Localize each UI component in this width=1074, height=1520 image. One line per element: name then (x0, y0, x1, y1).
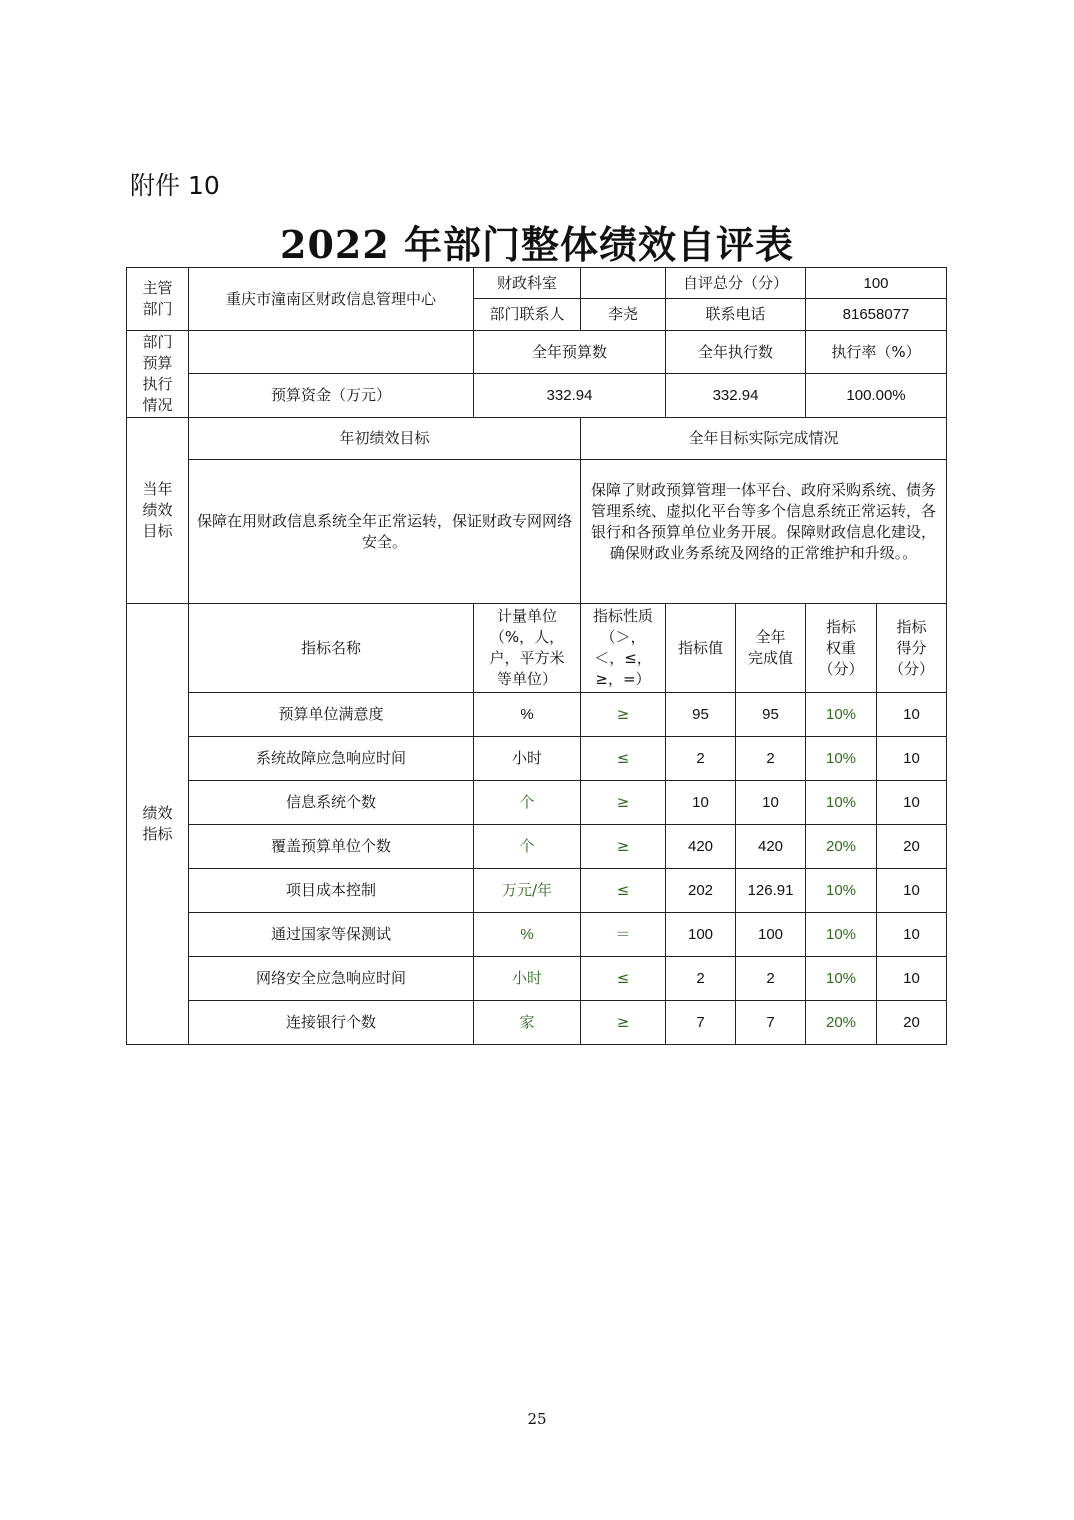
col-weight: 指标 权重 （分） (806, 604, 877, 693)
indicator-value: 7 (666, 1001, 736, 1045)
indicator-completed: 2 (736, 737, 806, 781)
indicator-unit: 个 (474, 825, 581, 869)
col-score: 指标 得分 （分） (877, 604, 947, 693)
score-label: 自评总分（分） (666, 268, 806, 299)
indicator-score: 10 (877, 869, 947, 913)
indicator-unit: 小时 (474, 737, 581, 781)
budget-row-label: 预算资金（万元） (189, 374, 474, 418)
indicator-score: 10 (877, 781, 947, 825)
indicator-completed: 2 (736, 957, 806, 1001)
actual-goal-text: 保障了财政预算管理一体平台、政府采购系统、债务管理系统、虚拟化平台等多个信息系统正常运转，各银行和各预算单位业务开展。保障财政信息化建设，确保财政业务系统及网络的正常维护和升级。。 (581, 460, 947, 604)
indicator-unit: % (474, 913, 581, 957)
dept-name: 重庆市潼南区财政信息管理中心 (189, 268, 474, 331)
indicator-name: 系统故障应急响应时间 (189, 737, 474, 781)
indicator-value: 10 (666, 781, 736, 825)
page-number: 25 (527, 1410, 547, 1428)
indicator-completed: 420 (736, 825, 806, 869)
indicator-nature: ≥ (581, 693, 666, 737)
col-value: 指标值 (666, 604, 736, 693)
indicator-name: 通过国家等保测试 (189, 913, 474, 957)
indicator-completed: 7 (736, 1001, 806, 1045)
annual-exec-value: 332.94 (666, 374, 806, 418)
indicator-value: 202 (666, 869, 736, 913)
indicators-label: 绩效 指标 (127, 604, 189, 1045)
indicator-value: 420 (666, 825, 736, 869)
col-indicator-name: 指标名称 (189, 604, 474, 693)
indicator-completed: 95 (736, 693, 806, 737)
score-value: 100 (806, 268, 947, 299)
col-annual-budget: 全年预算数 (474, 331, 666, 374)
indicator-unit: 万元/年 (474, 869, 581, 913)
table-row (127, 869, 947, 913)
annual-budget-value: 332.94 (474, 374, 666, 418)
initial-goal-header: 年初绩效目标 (189, 418, 581, 460)
col-completed: 全年 完成值 (736, 604, 806, 693)
budget-label: 部门 预算 执行 情况 (127, 331, 189, 418)
performance-table (126, 267, 947, 1045)
indicator-value: 2 (666, 737, 736, 781)
indicator-name: 项目成本控制 (189, 869, 474, 913)
col-unit: 计量单位 （%，人， 户，平方米 等单位） (474, 604, 581, 693)
indicator-nature: ≤ (581, 869, 666, 913)
goals-label: 当年 绩效 目标 (127, 418, 189, 604)
phone-value: 81658077 (806, 299, 947, 331)
indicator-nature: ≥ (581, 1001, 666, 1045)
indicator-weight: 10% (806, 737, 877, 781)
indicator-value: 100 (666, 913, 736, 957)
indicator-score: 10 (877, 737, 947, 781)
indicator-nature: ≥ (581, 781, 666, 825)
indicator-name: 网络安全应急响应时间 (189, 957, 474, 1001)
indicator-completed: 100 (736, 913, 806, 957)
indicator-score: 20 (877, 825, 947, 869)
indicator-nature: ≤ (581, 957, 666, 1001)
indicator-value: 2 (666, 957, 736, 1001)
indicator-nature: ≤ (581, 737, 666, 781)
table-row (127, 957, 947, 1001)
attachment-label: 附件 10 (130, 171, 220, 200)
indicator-weight: 10% (806, 869, 877, 913)
indicator-score: 10 (877, 913, 947, 957)
table-row (127, 781, 947, 825)
office-value (581, 268, 666, 299)
indicator-unit: 小时 (474, 957, 581, 1001)
indicator-score: 10 (877, 957, 947, 1001)
table-row (127, 737, 947, 781)
indicator-weight: 20% (806, 825, 877, 869)
indicator-value: 95 (666, 693, 736, 737)
col-nature: 指标性质 （＞， ＜，≤， ≥，=） (581, 604, 666, 693)
table-row (127, 1001, 947, 1045)
table-row (127, 693, 947, 737)
indicator-name: 信息系统个数 (189, 781, 474, 825)
indicator-nature: ＝ (581, 913, 666, 957)
budget-blank (189, 331, 474, 374)
indicator-completed: 126.91 (736, 869, 806, 913)
table-row (127, 913, 947, 957)
table-row (127, 825, 947, 869)
indicator-weight: 10% (806, 957, 877, 1001)
col-annual-exec: 全年执行数 (666, 331, 806, 374)
indicator-unit: % (474, 693, 581, 737)
contact-label: 部门联系人 (474, 299, 581, 331)
indicator-weight: 10% (806, 693, 877, 737)
indicator-unit: 家 (474, 1001, 581, 1045)
indicator-name: 连接银行个数 (189, 1001, 474, 1045)
indicator-nature: ≥ (581, 825, 666, 869)
office-label: 财政科室 (474, 268, 581, 299)
indicator-weight: 20% (806, 1001, 877, 1045)
exec-rate-value: 100.00% (806, 374, 947, 418)
dept-label: 主管 部门 (127, 268, 189, 331)
indicator-completed: 10 (736, 781, 806, 825)
indicator-weight: 10% (806, 913, 877, 957)
phone-label: 联系电话 (666, 299, 806, 331)
col-exec-rate: 执行率（%） (806, 331, 947, 374)
indicator-name: 预算单位满意度 (189, 693, 474, 737)
actual-goal-header: 全年目标实际完成情况 (581, 418, 947, 460)
page-title: 2022 年部门整体绩效自评表 (280, 222, 794, 267)
indicator-score: 10 (877, 693, 947, 737)
indicator-name: 覆盖预算单位个数 (189, 825, 474, 869)
indicator-score: 20 (877, 1001, 947, 1045)
indicator-weight: 10% (806, 781, 877, 825)
contact-name: 李尧 (581, 299, 666, 331)
indicator-unit: 个 (474, 781, 581, 825)
initial-goal-text: 保障在用财政信息系统全年正常运转，保证财政专网网络安全。 (189, 460, 581, 604)
